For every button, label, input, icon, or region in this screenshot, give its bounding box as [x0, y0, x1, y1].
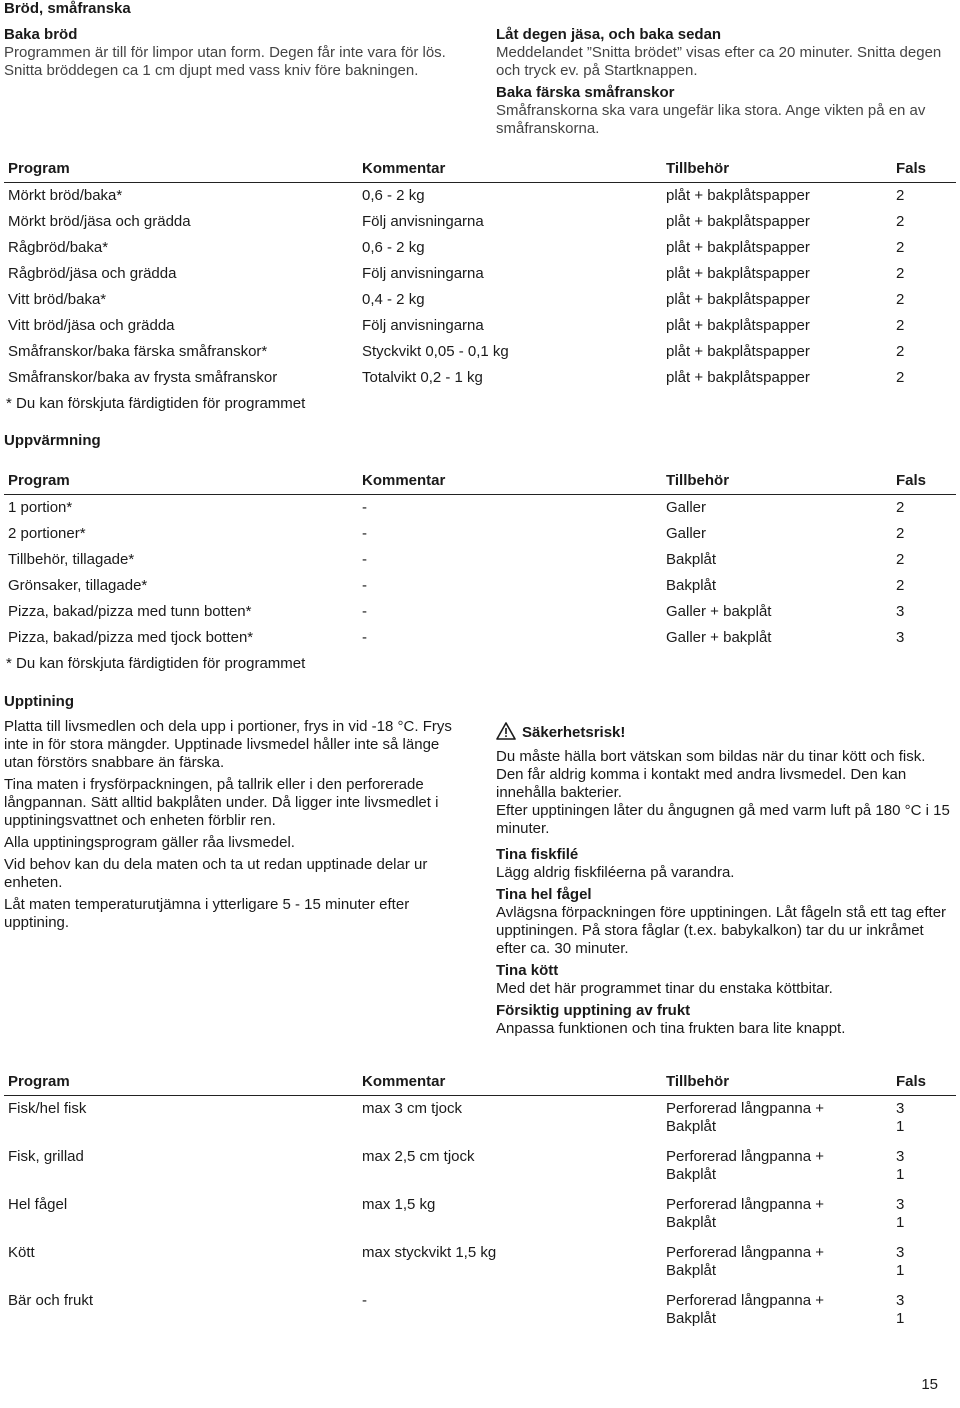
cell-kommentar [358, 1192, 662, 1240]
table-row [4, 599, 956, 625]
jasa-block [496, 26, 954, 138]
upptining-table [4, 1069, 956, 1336]
cell-tillbehor: Galler [666, 525, 707, 542]
col-tillbehor: Tillbehör [662, 156, 892, 183]
table-row [4, 573, 956, 599]
upptining-p2: Tina maten i frysförpackningen, på tallrik eller i den perforerade långpannan. Sätt alltid bakplåten under. Då ligger inte livsmedlet i upptiningsvattnet och enheten förblir ren. [4, 776, 439, 829]
cell-fals: 2 [896, 499, 905, 516]
cell-kommentar-line: max 2,5 cm tjock [362, 1148, 475, 1165]
cell-fals-line: 3 [896, 1148, 905, 1165]
table-row [4, 339, 956, 365]
cell-tillbehor: Galler + bakplåt [666, 629, 772, 646]
col-kommentar: Kommentar [358, 156, 662, 183]
table-header-row [4, 468, 956, 495]
table-row [4, 1144, 956, 1192]
cell-fals-line: 3 [896, 1244, 905, 1261]
cell-fals-line: 1 [896, 1166, 905, 1183]
cell-tillbehor: plåt + bakplåtspapper [666, 291, 810, 308]
cell-tillbehor: plåt + bakplåtspapper [666, 369, 810, 386]
cell-program: Mörkt bröd/jäsa och grädda [8, 213, 191, 230]
cell-tillbehor-line: Bakplåt [666, 1262, 717, 1279]
section-title-uppvarmning: Uppvärmning [4, 432, 101, 449]
cell-tillbehor: Bakplåt [666, 577, 717, 594]
cell-fals [892, 1192, 956, 1240]
page-number: 15 [921, 1376, 938, 1393]
cell-kommentar: - [362, 551, 367, 568]
jasa-text: Meddelandet ”Snitta brödet” visas efter ca 20 minuter. Snitta degen och tryck ev. på Startknappen. [496, 44, 942, 79]
cell-program [4, 1192, 358, 1240]
table-row [4, 235, 956, 261]
cell-tillbehor-line: Bakplåt [666, 1118, 717, 1135]
cell-fals: 2 [896, 213, 905, 230]
cell-fals: 2 [896, 551, 905, 568]
cell-kommentar: Följ anvisningarna [362, 317, 484, 334]
cell-tillbehor: plåt + bakplåtspapper [666, 265, 810, 282]
cell-kommentar-line: - [362, 1292, 367, 1309]
baka-brod-text: Programmen är till för limpor utan form. Degen får inte vara för lös. Snitta bröddegen ca 1 cm djupt med vass kniv före bakningen. [4, 44, 446, 79]
tina-kott-heading: Tina kött [496, 962, 559, 979]
table-row [4, 625, 956, 651]
cell-kommentar: Följ anvisningarna [362, 265, 484, 282]
safety-heading: Säkerhetsrisk! [522, 724, 626, 741]
cell-kommentar: - [362, 499, 367, 516]
cell-fals [892, 1288, 956, 1336]
cell-tillbehor-line: Perforerad långpanna + [666, 1196, 825, 1213]
cell-kommentar [358, 1288, 662, 1336]
cell-program-line: Hel fågel [8, 1196, 68, 1213]
upptining-p3: Alla upptiningsprogram gäller råa livsmedel. [4, 834, 295, 851]
upptining-p4: Vid behov kan du dela maten och ta ut redan upptinade delar ur enheten. [4, 856, 428, 891]
cell-kommentar: Totalvikt 0,2 - 1 kg [362, 369, 483, 386]
cell-kommentar [358, 1240, 662, 1288]
cell-program-line: Fisk/hel fisk [8, 1100, 87, 1117]
cell-kommentar: 0,6 - 2 kg [362, 187, 425, 204]
col-kommentar: Kommentar [358, 468, 662, 495]
col-program: Program [4, 468, 358, 495]
tina-kott-text: Med det här programmet tinar du enstaka köttbitar. [496, 980, 833, 997]
cell-kommentar: 0,4 - 2 kg [362, 291, 425, 308]
frukt-heading: Försiktig upptining av frukt [496, 1002, 691, 1019]
cell-tillbehor [662, 1240, 892, 1288]
cell-kommentar: - [362, 525, 367, 542]
cell-fals: 2 [896, 317, 905, 334]
col-tillbehor: Tillbehör [662, 468, 892, 495]
section-title-upptining: Upptining [4, 693, 74, 710]
col-fals: Fals [892, 156, 956, 183]
table-row [4, 1192, 956, 1240]
warning-triangle-icon [496, 722, 516, 740]
cell-program [4, 1144, 358, 1192]
cell-tillbehor: Galler [666, 499, 707, 516]
table-row [4, 287, 956, 313]
cell-fals: 3 [896, 603, 905, 620]
table-header-row [4, 156, 956, 183]
cell-program [4, 1096, 358, 1145]
cell-kommentar-line: max 3 cm tjock [362, 1100, 463, 1117]
cell-program-line: Kött [8, 1244, 35, 1261]
cell-tillbehor-line: Bakplåt [666, 1214, 717, 1231]
cell-kommentar [358, 1144, 662, 1192]
farska-heading: Baka färska småfranskor [496, 84, 675, 101]
cell-program: 2 portioner* [8, 525, 86, 542]
table-row [4, 365, 956, 391]
cell-program: Grönsaker, tillagade* [8, 577, 148, 594]
upptining-p1: Platta till livsmedlen och dela upp i portioner, frys in vid -18 °C. Frys inte in för stora mängder. Upptinade livsmedel håller inte så länge utan förstörs snabbare än färska. [4, 718, 452, 771]
cell-tillbehor: plåt + bakplåtspapper [666, 343, 810, 360]
cell-tillbehor: plåt + bakplåtspapper [666, 317, 810, 334]
cell-kommentar-line: max styckvikt 1,5 kg [362, 1244, 497, 1261]
footnote: * Du kan förskjuta färdigtiden för programmet [6, 655, 306, 672]
cell-program: Småfranskor/baka färska småfranskor* [8, 343, 268, 360]
safety-heading-row [496, 722, 956, 742]
cell-program: Pizza, bakad/pizza med tunn botten* [8, 603, 252, 620]
cell-tillbehor-line: Perforerad långpanna + [666, 1244, 825, 1261]
col-program: Program [4, 156, 358, 183]
table-row [4, 313, 956, 339]
bread-table [4, 156, 956, 391]
cell-program: Tillbehör, tillagade* [8, 551, 135, 568]
col-program: Program [4, 1069, 358, 1096]
cell-tillbehor [662, 1192, 892, 1240]
table-row [4, 1240, 956, 1288]
cell-program: Rågbröd/baka* [8, 239, 109, 256]
cell-fals-line: 1 [896, 1118, 905, 1135]
baka-brod-block [4, 26, 464, 80]
table-row [4, 1096, 956, 1145]
safety-block [496, 722, 956, 1038]
uppvarmning-table [4, 468, 956, 651]
cell-program: Vitt bröd/jäsa och grädda [8, 317, 175, 334]
cell-kommentar: 0,6 - 2 kg [362, 239, 425, 256]
cell-kommentar: Följ anvisningarna [362, 213, 484, 230]
col-fals: Fals [892, 1069, 956, 1096]
cell-fals-line: 1 [896, 1214, 905, 1231]
cell-fals [892, 1096, 956, 1145]
farska-text: Småfranskorna ska vara ungefär lika stora. Ange vikten på en av småfranskorna. [496, 102, 926, 137]
cell-tillbehor-line: Perforerad långpanna + [666, 1148, 825, 1165]
cell-fals-line: 1 [896, 1310, 905, 1327]
tina-fiskfile-heading: Tina fiskfilé [496, 846, 579, 863]
table-header-row [4, 1069, 956, 1096]
cell-fals: 2 [896, 239, 905, 256]
cell-fals-line: 3 [896, 1100, 905, 1117]
jasa-heading: Låt degen jäsa, och baka sedan [496, 26, 722, 43]
cell-tillbehor: plåt + bakplåtspapper [666, 239, 810, 256]
cell-fals: 2 [896, 291, 905, 308]
cell-program [4, 1288, 358, 1336]
frukt-text: Anpassa funktionen och tina frukten bara lite knappt. [496, 1020, 846, 1037]
cell-fals: 2 [896, 369, 905, 386]
upptining-table-body [4, 1096, 956, 1337]
table-row [4, 521, 956, 547]
bread-table-body [4, 183, 956, 392]
cell-tillbehor [662, 1144, 892, 1192]
cell-kommentar [358, 1096, 662, 1145]
cell-tillbehor-line: Perforerad långpanna + [666, 1100, 825, 1117]
cell-program: Rågbröd/jäsa och grädda [8, 265, 177, 282]
safety-text1: Du måste hälla bort vätskan som bildas när du tinar kött och fisk. Den får aldrig komma i kontakt med andra livsmedel. Den kan innehålla bakterier. [496, 748, 926, 801]
col-kommentar: Kommentar [358, 1069, 662, 1096]
cell-fals [892, 1240, 956, 1288]
col-tillbehor: Tillbehör [662, 1069, 892, 1096]
table-row [4, 495, 956, 522]
section-title-brod: Bröd, småfranska [4, 0, 131, 17]
cell-kommentar: - [362, 577, 367, 594]
cell-tillbehor: plåt + bakplåtspapper [666, 213, 810, 230]
tina-hel-fagel-text: Avlägsna förpackningen före upptiningen. Låt fågeln stå ett tag efter upptiningen. På stora fåglar (t.ex. babykalkon) tar du ur inkråmet efter ca. 30 minuter. [496, 904, 947, 957]
cell-program [4, 1240, 358, 1288]
cell-fals: 2 [896, 343, 905, 360]
cell-kommentar-line: max 1,5 kg [362, 1196, 436, 1213]
cell-fals [892, 1144, 956, 1192]
cell-fals: 2 [896, 265, 905, 282]
footnote: * Du kan förskjuta färdigtiden för programmet [6, 395, 306, 412]
cell-tillbehor [662, 1288, 892, 1336]
cell-fals: 3 [896, 629, 905, 646]
cell-fals: 2 [896, 187, 905, 204]
cell-fals-line: 3 [896, 1292, 905, 1309]
cell-kommentar: - [362, 629, 367, 646]
cell-program-line: Fisk, grillad [8, 1148, 84, 1165]
tina-hel-fagel-heading: Tina hel fågel [496, 886, 592, 903]
table-row [4, 1288, 956, 1336]
col-fals: Fals [892, 468, 956, 495]
safety-text2: Efter upptiningen låter du ångugnen gå med varm luft på 180 °C i 15 minuter. [496, 802, 950, 837]
table-row [4, 209, 956, 235]
cell-tillbehor: plåt + bakplåtspapper [666, 187, 810, 204]
table-row [4, 547, 956, 573]
baka-brod-heading: Baka bröd [4, 26, 78, 43]
cell-fals: 2 [896, 577, 905, 594]
table-row [4, 183, 956, 210]
cell-kommentar: Styckvikt 0,05 - 0,1 kg [362, 343, 509, 360]
cell-tillbehor: Bakplåt [666, 551, 717, 568]
cell-fals-line: 3 [896, 1196, 905, 1213]
cell-program: Mörkt bröd/baka* [8, 187, 123, 204]
uppvarmning-table-body [4, 495, 956, 652]
cell-fals: 2 [896, 525, 905, 542]
cell-tillbehor-line: Perforerad långpanna + [666, 1292, 825, 1309]
cell-tillbehor-line: Bakplåt [666, 1166, 717, 1183]
cell-program: Vitt bröd/baka* [8, 291, 107, 308]
tina-fiskfile-text: Lägg aldrig fiskfiléerna på varandra. [496, 864, 735, 881]
cell-program: Pizza, bakad/pizza med tjock botten* [8, 629, 254, 646]
cell-tillbehor-line: Bakplåt [666, 1310, 717, 1327]
cell-kommentar: - [362, 603, 367, 620]
cell-tillbehor [662, 1096, 892, 1145]
upptining-p5: Låt maten temperaturutjämna i ytterligare 5 - 15 minuter efter upptining. [4, 896, 410, 931]
cell-program: Småfranskor/baka av frysta småfranskor [8, 369, 278, 386]
cell-fals-line: 1 [896, 1262, 905, 1279]
cell-tillbehor: Galler + bakplåt [666, 603, 772, 620]
upptining-text [4, 718, 464, 932]
cell-program-line: Bär och frukt [8, 1292, 94, 1309]
cell-program: 1 portion* [8, 499, 73, 516]
table-row [4, 261, 956, 287]
